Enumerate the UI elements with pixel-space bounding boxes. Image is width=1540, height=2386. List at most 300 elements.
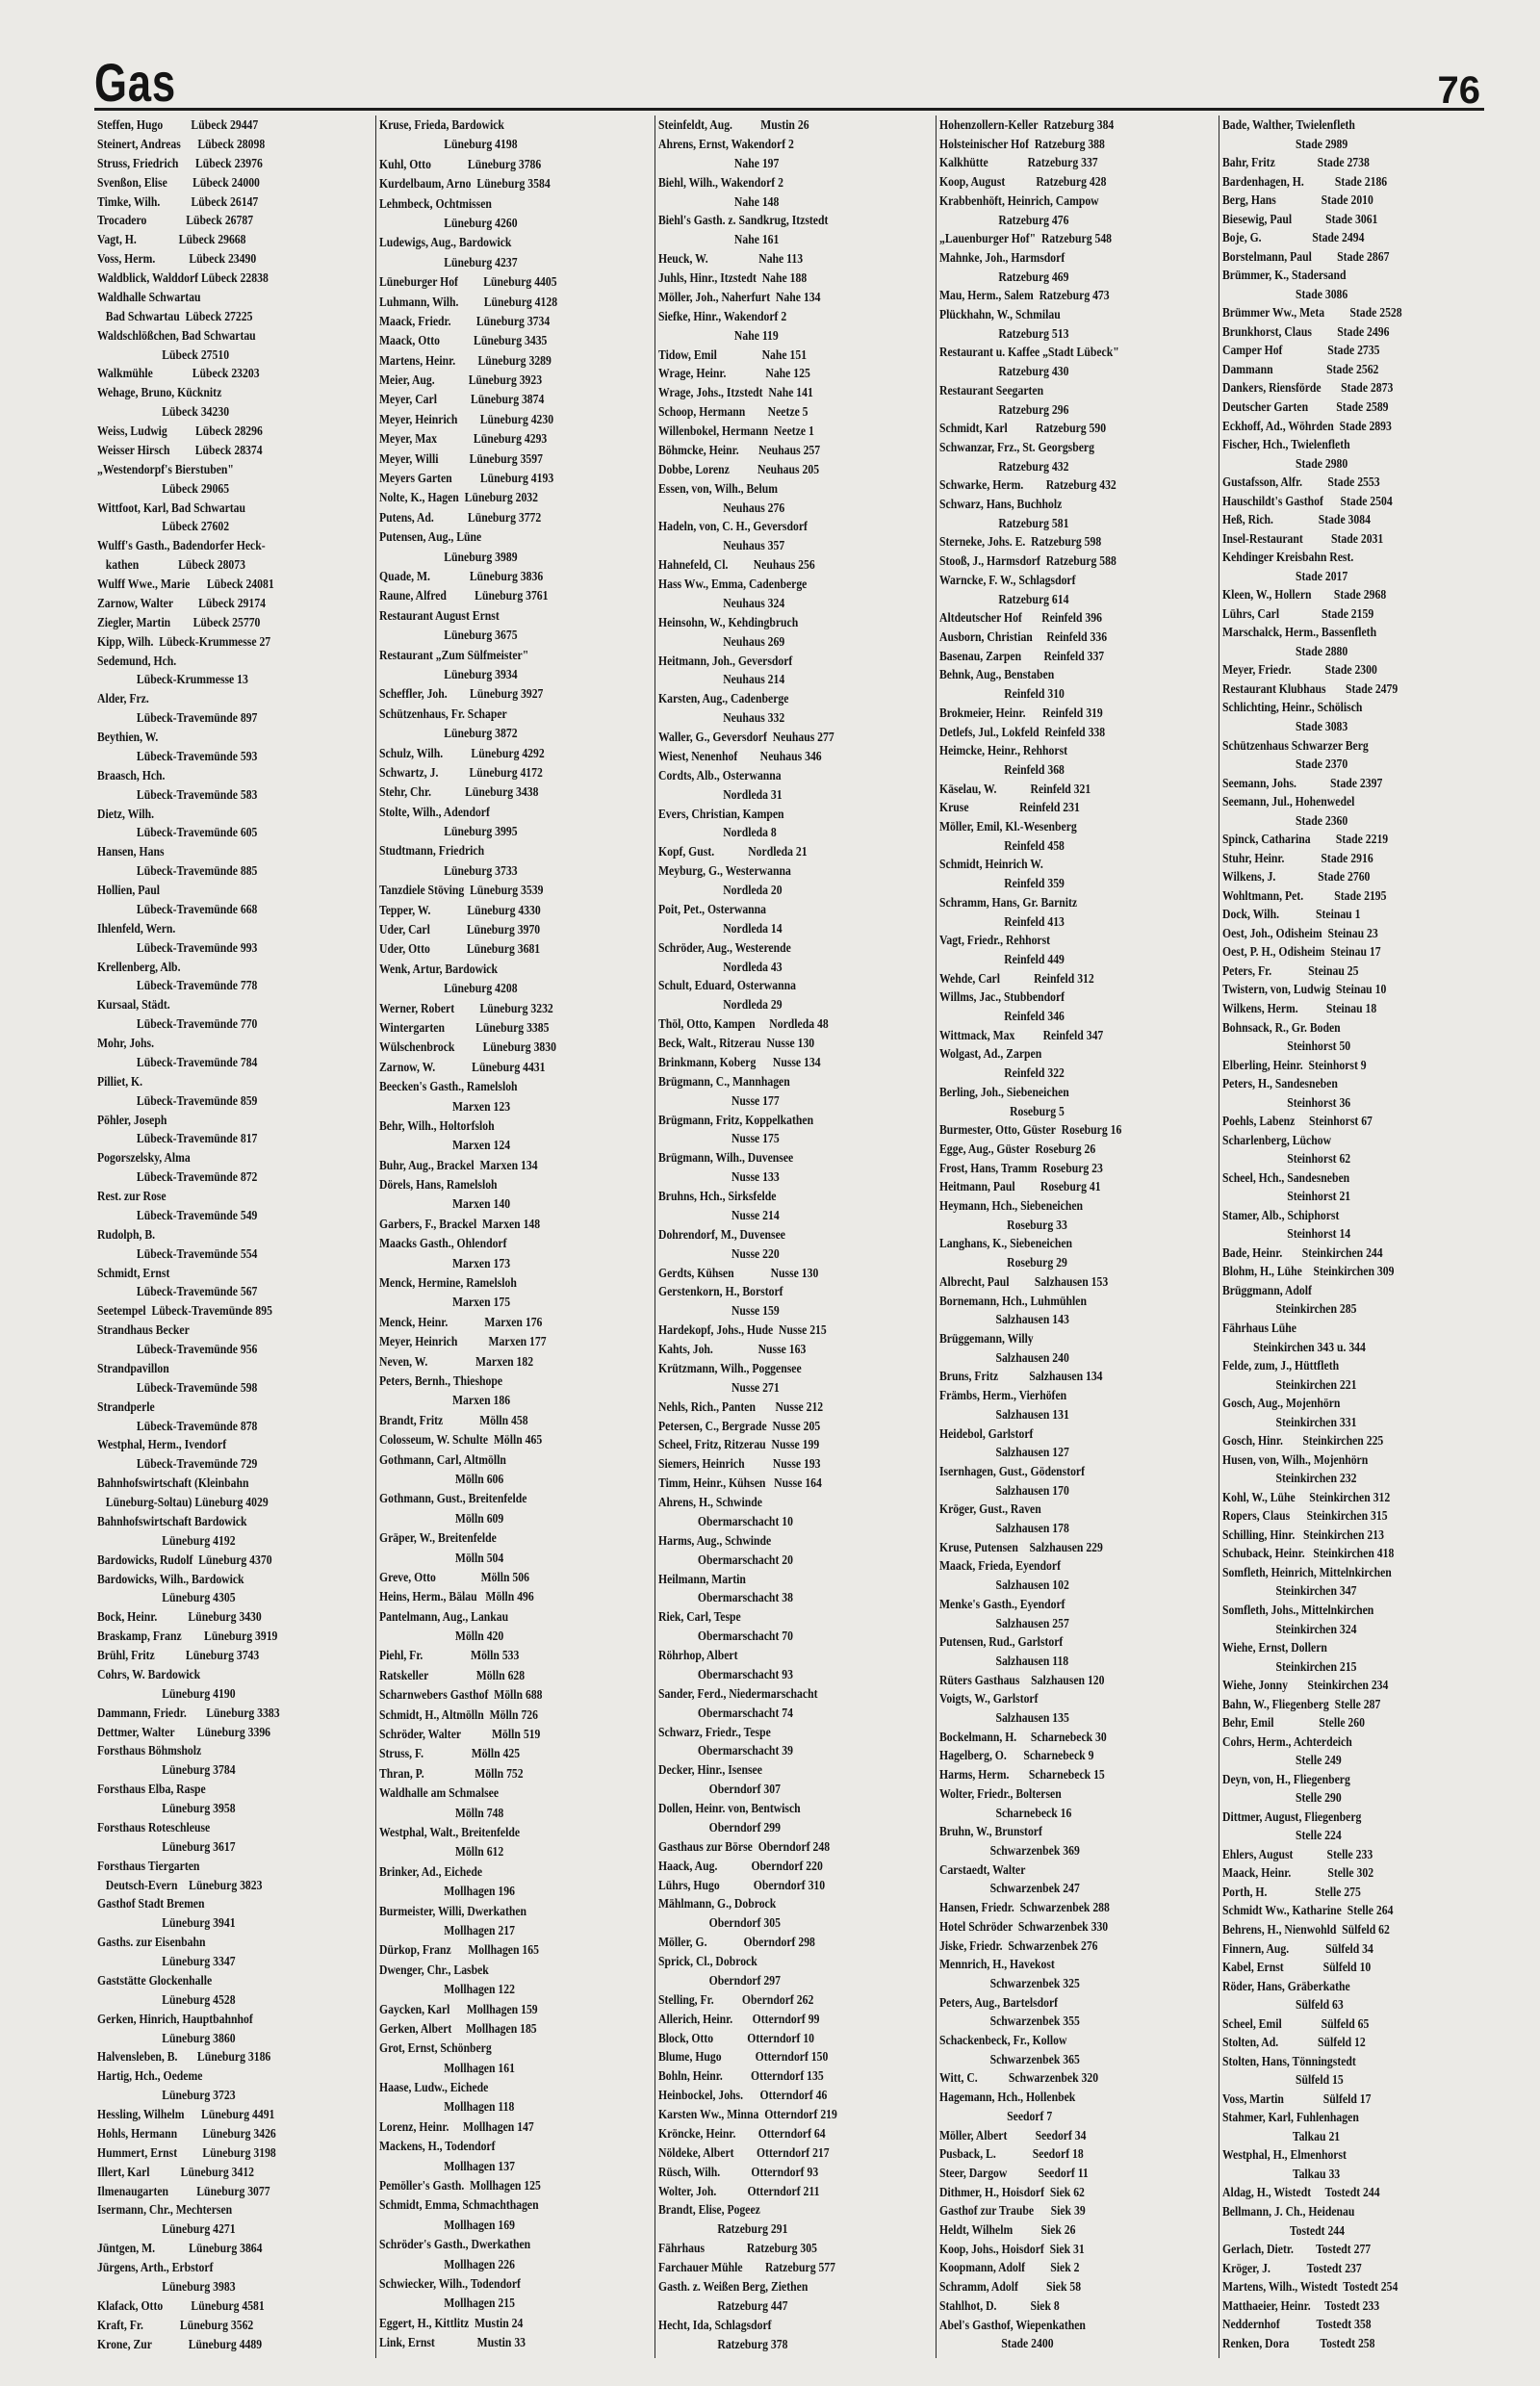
directory-entry: Mahnke, Joh., Harmsdorf bbox=[939, 249, 1065, 265]
directory-entry: Wulff's Gasth., Badendorfer Heck- bbox=[97, 538, 266, 553]
directory-entry: Schwarzenbek 355 bbox=[939, 2014, 1080, 2029]
directory-entry: Somfleth, Heinrich, Mittelnkirchen bbox=[1222, 1564, 1392, 1579]
directory-entry: Lüneburg 3983 bbox=[97, 2278, 236, 2294]
directory-entry: Pogorszelsky, Alma bbox=[97, 1150, 191, 1166]
directory-entry: Lüneburg 3934 bbox=[379, 666, 518, 681]
directory-entry: Nehls, Rich., Panten Nusse 212 bbox=[658, 1398, 824, 1414]
directory-entry: Wittmack, Max Reinfeld 347 bbox=[939, 1027, 1104, 1042]
directory-entry: Weiss, Ludwig Lübeck 28296 bbox=[97, 423, 263, 438]
directory-entry: Koop, Johs., Hoisdorf Siek 31 bbox=[939, 2241, 1085, 2256]
directory-entry: Egge, Aug., Güster Roseburg 26 bbox=[939, 1141, 1096, 1156]
directory-entry: Ratzeburg 432 bbox=[939, 458, 1069, 474]
directory-entry: Berg, Hans Stade 2010 bbox=[1222, 192, 1373, 208]
directory-entry: Waldblick, Walddorf Lübeck 22838 bbox=[97, 270, 269, 285]
directory-entry: Mölln 606 bbox=[379, 1471, 504, 1486]
directory-entry: Quade, M. Lüneburg 3836 bbox=[379, 568, 544, 583]
directory-entry: Dammann, Friedr. Lüneburg 3383 bbox=[97, 1705, 280, 1720]
directory-entry: Nordleda 29 bbox=[658, 997, 783, 1013]
directory-entry: Mölln 748 bbox=[379, 1805, 504, 1820]
directory-entry: Stelle 224 bbox=[1222, 1828, 1342, 1843]
directory-entry: „Westendorpf's Bierstuben" bbox=[97, 461, 234, 476]
directory-entry: Ratzeburg 581 bbox=[939, 515, 1069, 530]
directory-entry: Steffen, Hugo Lübeck 29447 bbox=[97, 117, 259, 132]
directory-entry: Steinkirchen 331 bbox=[1222, 1414, 1357, 1429]
directory-entry: Warncke, F. W., Schlagsdorf bbox=[939, 572, 1076, 587]
directory-entry: Bardowicks, Rudolf Lüneburg 4370 bbox=[97, 1552, 272, 1567]
directory-entry: Reinfeld 458 bbox=[939, 837, 1065, 853]
directory-entry: Heinsohn, W., Kehdingbruch bbox=[658, 614, 799, 629]
directory-entry: Steinkirchen 347 bbox=[1222, 1583, 1357, 1599]
directory-entry: Meyer, Max Lüneburg 4293 bbox=[379, 431, 548, 447]
directory-entry: Alder, Frz. bbox=[97, 691, 149, 706]
directory-entry: Biesewig, Paul Stade 3061 bbox=[1222, 211, 1378, 226]
directory-entry: Wenk, Artur, Bardowick bbox=[379, 961, 498, 976]
directory-entry: Renken, Dora Tostedt 258 bbox=[1222, 2335, 1375, 2350]
directory-entry: Rüters Gasthaus Salzhausen 120 bbox=[939, 1672, 1105, 1687]
directory-entry: Waldhalle Schwartau bbox=[97, 289, 201, 304]
directory-entry: Käselau, W. Reinfeld 321 bbox=[939, 781, 1091, 796]
directory-entry: Mennrich, H., Havekost bbox=[939, 1957, 1055, 1972]
directory-entry: Nordleda 31 bbox=[658, 786, 783, 802]
directory-entry: Hadeln, von, C. H., Geversdorf bbox=[658, 519, 808, 534]
directory-entry: Dietz, Wilh. bbox=[97, 806, 155, 821]
directory-entry: Schröder, Walter Mölln 519 bbox=[379, 1727, 541, 1742]
directory-column-2 bbox=[375, 115, 653, 2358]
directory-entry: Steinhorst 36 bbox=[1222, 1094, 1351, 1110]
directory-entry: Karsten Ww., Minna Otterndorf 219 bbox=[658, 2107, 837, 2121]
directory-entry: Nusse 271 bbox=[658, 1379, 780, 1395]
directory-entry: Mählmann, G., Dobrock bbox=[658, 1896, 777, 1911]
directory-entry: Lüneburg 4271 bbox=[97, 2221, 236, 2237]
directory-entry: Stolten, Ad. Sülfeld 12 bbox=[1222, 2035, 1366, 2050]
directory-entry: Salzhausen 240 bbox=[939, 1349, 1069, 1365]
directory-entry: Roseburg 5 bbox=[939, 1103, 1065, 1118]
directory-entry: Lübeck-Travemünde 897 bbox=[97, 710, 258, 726]
directory-entry: Hartig, Hch., Oedeme bbox=[97, 2068, 203, 2084]
directory-entry: Schoop, Hermann Neetze 5 bbox=[658, 404, 808, 420]
directory-entry: Juhls, Hinr., Itzstedt Nahe 188 bbox=[658, 270, 808, 285]
directory-entry: Mölln 504 bbox=[379, 1550, 504, 1565]
directory-entry: Bade, Walther, Twielenfleth bbox=[1222, 117, 1355, 132]
directory-entry: Ahrens, H., Schwinde bbox=[658, 1495, 762, 1509]
directory-entry: Halvensleben, B. Lüneburg 3186 bbox=[97, 2049, 271, 2065]
directory-entry: Ehlers, August Stelle 233 bbox=[1222, 1846, 1373, 1861]
directory-entry: Altdeutscher Hof Reinfeld 396 bbox=[939, 610, 1102, 626]
directory-entry: Steinkirchen 285 bbox=[1222, 1301, 1357, 1317]
directory-entry: Beck, Walt., Ritzerau Nusse 130 bbox=[658, 1036, 815, 1050]
directory-entry: Gosch, Hinr. Steinkirchen 225 bbox=[1222, 1433, 1384, 1449]
directory-entry: Schwiecker, Wilh., Todendorf bbox=[379, 2275, 521, 2291]
directory-entry: Wohltmann, Pet. Stade 2195 bbox=[1222, 887, 1387, 903]
directory-columns bbox=[94, 115, 1488, 2358]
directory-entry: Dörels, Hans, Ramelsloh bbox=[379, 1177, 498, 1193]
directory-entry: Schützenhaus Schwarzer Berg bbox=[1222, 737, 1369, 753]
directory-entry: Hotel Schröder Schwarzenbek 330 bbox=[939, 1918, 1109, 1934]
directory-entry: Schilling, Hinr. Steinkirchen 213 bbox=[1222, 1527, 1384, 1542]
directory-entry: Vagt, Friedr., Rehhorst bbox=[939, 933, 1051, 948]
directory-entry: Meyer, Willi Lüneburg 3597 bbox=[379, 450, 543, 466]
directory-entry: Mollhagen 196 bbox=[379, 1884, 515, 1899]
directory-entry: Harms, Herm. Scharnebeck 15 bbox=[939, 1767, 1105, 1783]
directory-entry: Lübeck-Travemünde 784 bbox=[97, 1054, 258, 1069]
directory-entry: Stade 2400 bbox=[939, 2336, 1054, 2351]
directory-entry: Marxen 123 bbox=[379, 1098, 511, 1114]
directory-entry: Walkmühle Lübeck 23203 bbox=[97, 366, 260, 381]
directory-entry: Stahmer, Karl, Fuhlenhagen bbox=[1222, 2110, 1359, 2125]
directory-entry: Kurdelbaum, Arno Lüneburg 3584 bbox=[379, 176, 551, 192]
directory-entry: Obermarschacht 70 bbox=[658, 1629, 793, 1644]
directory-entry: Braasch, Hch. bbox=[97, 767, 166, 783]
directory-entry: Lüneburg 3995 bbox=[379, 824, 518, 839]
directory-entry: Brügmann, C., Mannhagen bbox=[658, 1073, 790, 1089]
directory-entry: Bockelmann, H. Scharnebeck 30 bbox=[939, 1729, 1107, 1744]
directory-entry: Neuhaus 324 bbox=[658, 595, 785, 610]
directory-entry: Schwarzenbek 369 bbox=[939, 1842, 1080, 1858]
directory-entry: Sprick, Cl., Dobrock bbox=[658, 1954, 757, 1968]
directory-entry: Svenßon, Elise Lübeck 24000 bbox=[97, 174, 260, 190]
directory-entry: Schmidt, Karl Ratzeburg 590 bbox=[939, 421, 1107, 436]
directory-entry: Neuhaus 214 bbox=[658, 672, 785, 687]
directory-entry: Siemers, Heinrich Nusse 193 bbox=[658, 1456, 821, 1472]
directory-entry: Nusse 214 bbox=[658, 1207, 780, 1222]
directory-entry: Kröncke, Heinr. Otterndorf 64 bbox=[658, 2125, 826, 2141]
directory-entry: Bruns, Fritz Salzhausen 134 bbox=[939, 1369, 1103, 1384]
directory-entry: Hecht, Ida, Schlagsdorf bbox=[658, 2317, 772, 2332]
directory-entry: Steinkirchen 232 bbox=[1222, 1471, 1357, 1486]
directory-entry: Nahe 161 bbox=[658, 232, 780, 247]
directory-entry: Kruse, Frieda, Bardowick bbox=[379, 117, 504, 132]
directory-entry: Mölln 612 bbox=[379, 1844, 504, 1860]
directory-entry: Schuback, Heinr. Steinkirchen 418 bbox=[1222, 1546, 1395, 1561]
directory-column-5 bbox=[1219, 115, 1490, 2358]
directory-entry: Forsthaus Roteschleuse bbox=[97, 1819, 211, 1834]
directory-entry: Luhmann, Wilh. Lüneburg 4128 bbox=[379, 294, 558, 309]
directory-entry: Gerlach, Dietr. Tostedt 277 bbox=[1222, 2242, 1372, 2257]
directory-entry: Menck, Heinr. Marxen 176 bbox=[379, 1314, 543, 1329]
directory-entry: Gasthof zur Traube Siek 39 bbox=[939, 2203, 1086, 2219]
directory-entry: Jürgens, Arth., Erbstorf bbox=[97, 2260, 214, 2274]
directory-entry: Maack, Otto Lüneburg 3435 bbox=[379, 333, 548, 348]
directory-entry: Frost, Hans, Tramm Roseburg 23 bbox=[939, 1160, 1103, 1175]
directory-entry: Steinhorst 50 bbox=[1222, 1039, 1351, 1054]
directory-entry: Wehde, Carl Reinfeld 312 bbox=[939, 970, 1094, 986]
directory-entry: Lüneburg 3989 bbox=[379, 549, 518, 564]
directory-entry: Jiske, Friedr. Schwarzenbek 276 bbox=[939, 1937, 1098, 1953]
directory-entry: Putensen, Rud., Garlstorf bbox=[939, 1634, 1064, 1650]
directory-entry: Steinhorst 62 bbox=[1222, 1151, 1351, 1167]
directory-entry: Marschalck, Herm., Bassenfleth bbox=[1222, 625, 1377, 640]
directory-entry: Dobbe, Lorenz Neuhaus 205 bbox=[658, 461, 820, 476]
directory-entry: Tanzdiele Stöving Lüneburg 3539 bbox=[379, 883, 544, 898]
directory-entry: Talkau 33 bbox=[1222, 2166, 1341, 2181]
directory-entry: Martens, Wilh., Wistedt Tostedt 254 bbox=[1222, 2279, 1399, 2295]
directory-entry: Block, Otto Otterndorf 10 bbox=[658, 2030, 815, 2045]
directory-entry: Lübeck-Travemünde 554 bbox=[97, 1245, 258, 1261]
directory-entry: Röhrhop, Albert bbox=[658, 1648, 738, 1662]
directory-entry: Schackenbeck, Fr., Kollow bbox=[939, 2033, 1067, 2048]
directory-entry: Pöhler, Joseph bbox=[97, 1112, 167, 1127]
directory-entry: Hohenzollern-Keller Ratzeburg 384 bbox=[939, 117, 1115, 132]
directory-entry: Ropers, Claus Steinkirchen 315 bbox=[1222, 1508, 1388, 1524]
directory-entry: Voigts, W., Garlstorf bbox=[939, 1691, 1039, 1706]
directory-entry: Ratzeburg 447 bbox=[658, 2297, 788, 2313]
directory-entry: Ratzeburg 513 bbox=[939, 325, 1069, 341]
directory-entry: Gerstenkorn, H., Borstorf bbox=[658, 1284, 783, 1299]
directory-entry: Dammann Stade 2562 bbox=[1222, 361, 1379, 376]
directory-entry: Heitmann, Joh., Geversdorf bbox=[658, 653, 793, 668]
directory-entry: Rudolph, B. bbox=[97, 1226, 156, 1242]
directory-entry: Nusse 177 bbox=[658, 1092, 780, 1108]
directory-entry: Stade 2360 bbox=[1222, 812, 1348, 828]
directory-entry: Nahe 119 bbox=[658, 327, 779, 343]
directory-entry: Pusback, L. Seedorf 18 bbox=[939, 2146, 1084, 2162]
directory-entry: Peters, H., Sandesneben bbox=[1222, 1076, 1338, 1091]
directory-entry: Holsteinischer Hof Ratzeburg 388 bbox=[939, 136, 1105, 151]
directory-entry: Reinfeld 310 bbox=[939, 686, 1065, 702]
directory-entry: Steinert, Andreas Lübeck 28098 bbox=[97, 136, 266, 151]
directory-entry: Marxen 124 bbox=[379, 1138, 511, 1153]
directory-entry: Wiest, Nenenhof Neuhaus 346 bbox=[658, 748, 822, 763]
directory-entry: Link, Ernst Mustin 33 bbox=[379, 2335, 526, 2350]
directory-entry: Krützmann, Wilh., Poggensee bbox=[658, 1360, 802, 1375]
directory-entry: Stade 2017 bbox=[1222, 568, 1348, 583]
directory-entry: Obermarschacht 20 bbox=[658, 1552, 793, 1567]
directory-entry: Behrens, H., Nienwohld Sülfeld 62 bbox=[1222, 1922, 1390, 1937]
directory-entry: Schmidt, Ernst bbox=[97, 1265, 170, 1280]
directory-entry: Bellmann, J. Ch., Heidenau bbox=[1222, 2203, 1355, 2219]
directory-entry: Hass Ww., Emma, Cadenberge bbox=[658, 577, 808, 591]
directory-entry: Nusse 175 bbox=[658, 1131, 780, 1146]
directory-entry: Marxen 175 bbox=[379, 1295, 511, 1310]
directory-entry: Cordts, Alb., Osterwanna bbox=[658, 767, 782, 783]
directory-entry: Farchauer Mühle Ratzeburg 577 bbox=[658, 2260, 836, 2274]
directory-entry: Somfleth, Johs., Mittelnkirchen bbox=[1222, 1602, 1374, 1617]
directory-entry: Heitmann, Paul Roseburg 41 bbox=[939, 1179, 1101, 1194]
directory-entry: Ilmenaugarten Lüneburg 3077 bbox=[97, 2183, 270, 2198]
directory-entry: Marxen 140 bbox=[379, 1196, 511, 1212]
directory-entry: Beecken's Gasth., Ramelsloh bbox=[379, 1079, 518, 1094]
directory-entry: Bock, Heinr. Lüneburg 3430 bbox=[97, 1609, 262, 1625]
directory-entry: Gustafsson, Alfr. Stade 2553 bbox=[1222, 475, 1380, 490]
directory-entry: Behr, Wilh., Holtorfsloh bbox=[379, 1117, 495, 1133]
directory-entry: Wrage, Johs., Itzstedt Nahe 141 bbox=[658, 385, 813, 400]
directory-entry: Klafack, Otto Lüneburg 4581 bbox=[97, 2297, 265, 2313]
directory-entry: Hagemann, Hch., Hollenbek bbox=[939, 2090, 1076, 2105]
directory-entry: Möller, Joh., Naherfurt Nahe 134 bbox=[658, 289, 821, 304]
directory-entry: Mölln 609 bbox=[379, 1510, 504, 1526]
directory-entry: Willms, Jac., Stubbendorf bbox=[939, 989, 1065, 1005]
directory-entry: Krellenberg, Alb. bbox=[97, 959, 181, 974]
directory-column-4 bbox=[936, 115, 1217, 2358]
directory-entry: Struss, F. Mölln 425 bbox=[379, 1746, 521, 1761]
directory-entry: Basenau, Zarpen Reinfeld 337 bbox=[939, 648, 1105, 663]
directory-entry: Ihlenfeld, Wern. bbox=[97, 920, 176, 936]
directory-entry: Kraft, Fr. Lüneburg 3562 bbox=[97, 2317, 254, 2332]
directory-entry: Marxen 173 bbox=[379, 1255, 511, 1270]
directory-entry: Schwarz, Hans, Buchholz bbox=[939, 497, 1063, 512]
directory-entry: Stelle 290 bbox=[1222, 1790, 1342, 1806]
directory-entry: Felde, zum, J., Hüttfleth bbox=[1222, 1358, 1340, 1373]
directory-entry: Heins, Herm., Bälau Mölln 496 bbox=[379, 1589, 534, 1604]
directory-entry: Steinkirchen 324 bbox=[1222, 1621, 1357, 1636]
directory-entry: Lüneburg 3617 bbox=[97, 1838, 236, 1854]
directory-entry: Bahnhofswirtschaft Bardowick bbox=[97, 1513, 247, 1528]
directory-entry: Hansen, Hans bbox=[97, 844, 165, 859]
directory-entry: Scheffler, Joh. Lüneburg 3927 bbox=[379, 686, 544, 702]
directory-entry: Bohnsack, R., Gr. Boden bbox=[1222, 1019, 1341, 1035]
directory-entry: Ludewigs, Aug., Bardowick bbox=[379, 235, 512, 250]
directory-entry: Brügmann, Fritz, Koppelkathen bbox=[658, 1112, 814, 1127]
directory-entry: Scheel, Emil Sülfeld 65 bbox=[1222, 2015, 1370, 2031]
directory-entry: Behnk, Aug., Benstaben bbox=[939, 667, 1055, 682]
directory-entry: Kalkhütte Ratzeburg 337 bbox=[939, 155, 1098, 170]
directory-entry: Gerken, Albert Mollhagen 185 bbox=[379, 2020, 537, 2036]
directory-entry: Mohr, Johs. bbox=[97, 1036, 155, 1050]
directory-entry: Lübeck-Travemünde 770 bbox=[97, 1016, 258, 1032]
directory-entry: Lübeck-Travemünde 993 bbox=[97, 939, 258, 955]
directory-entry: Lüneburg 3958 bbox=[97, 1801, 236, 1815]
directory-entry: Mollhagen 137 bbox=[379, 2158, 515, 2173]
directory-entry: Colosseum, W. Schulte Mölln 465 bbox=[379, 1432, 543, 1448]
directory-entry: Willenbokel, Hermann Neetze 1 bbox=[658, 423, 814, 438]
directory-entry: Pemöller's Gasth. Mollhagen 125 bbox=[379, 2178, 541, 2194]
directory-entry: Lübeck-Travemünde 872 bbox=[97, 1169, 258, 1185]
directory-entry: Reinfeld 322 bbox=[939, 1065, 1065, 1081]
directory-entry: Neuhaus 269 bbox=[658, 633, 785, 649]
directory-entry: Kabel, Ernst Sülfeld 10 bbox=[1222, 1960, 1372, 1975]
directory-entry: Burmeister, Willi, Dwerkathen bbox=[379, 1903, 527, 1918]
directory-entry: Dollen, Heinr. von, Bentwisch bbox=[658, 1801, 801, 1815]
page-header bbox=[94, 42, 1480, 113]
directory-entry: Lührs, Carl Stade 2159 bbox=[1222, 605, 1374, 621]
directory-entry: Nahe 197 bbox=[658, 155, 780, 170]
directory-entry: Gasth. z. Weißen Berg, Ziethen bbox=[658, 2278, 808, 2294]
directory-entry: Lübeck-Travemünde 598 bbox=[97, 1379, 258, 1395]
directory-entry: Lübeck-Travemünde 859 bbox=[97, 1092, 258, 1108]
directory-entry: Marxen 186 bbox=[379, 1393, 511, 1408]
directory-entry: Mollhagen 122 bbox=[379, 1982, 515, 1997]
directory-entry: Lüneburg 3347 bbox=[97, 1954, 236, 1968]
directory-entry: Mollhagen 169 bbox=[379, 2217, 515, 2232]
directory-entry: Plückhahn, W., Schmilau bbox=[939, 307, 1061, 322]
directory-entry: Lübeck-Travemünde 878 bbox=[97, 1418, 258, 1433]
directory-entry: Dock, Wilh. Steinau 1 bbox=[1222, 907, 1361, 922]
directory-entry: Illert, Karl Lüneburg 3412 bbox=[97, 2164, 255, 2179]
directory-entry: Hauschildt's Gasthof Stade 2504 bbox=[1222, 493, 1393, 508]
directory-entry: Steinfeldt, Aug. Mustin 26 bbox=[658, 117, 809, 132]
directory-entry: Sülfeld 63 bbox=[1222, 1997, 1344, 2013]
directory-entry: Stamer, Alb., Schiphorst bbox=[1222, 1207, 1340, 1222]
directory-entry: Essen, von, Wilh., Belum bbox=[658, 480, 778, 496]
directory-entry: Steinhorst 14 bbox=[1222, 1226, 1351, 1242]
directory-entry: Kröger, J. Tostedt 237 bbox=[1222, 2260, 1362, 2275]
directory-entry: Spinck, Catharina Stade 2219 bbox=[1222, 832, 1389, 847]
directory-entry: Deutsch-Evern Lüneburg 3823 bbox=[97, 1877, 263, 1892]
directory-entry: Wehage, Bruno, Kücknitz bbox=[97, 385, 222, 400]
directory-entry: Lübeck-Travemünde 956 bbox=[97, 1342, 258, 1356]
directory-entry: Reinfeld 449 bbox=[939, 951, 1065, 966]
directory-entry: Koop, August Ratzeburg 428 bbox=[939, 174, 1107, 190]
directory-entry: Studtmann, Friedrich bbox=[379, 843, 485, 859]
directory-entry: Roseburg 33 bbox=[939, 1217, 1067, 1232]
directory-entry: Hollien, Paul bbox=[97, 883, 160, 897]
directory-entry: Thöl, Otto, Kampen Nordleda 48 bbox=[658, 1016, 829, 1032]
directory-entry: Lüneburg 3941 bbox=[97, 1915, 236, 1931]
directory-entry: Wittfoot, Karl, Bad Schwartau bbox=[97, 500, 246, 515]
directory-entry: Greve, Otto Mölln 506 bbox=[379, 1569, 529, 1584]
directory-entry: Forsthaus Tiergarten bbox=[97, 1858, 200, 1873]
directory-entry: Scharnwebers Gasthof Mölln 688 bbox=[379, 1687, 543, 1703]
directory-entry: Waldschlößchen, Bad Schwartau bbox=[97, 327, 256, 343]
directory-entry: Obermarschacht 39 bbox=[658, 1743, 793, 1758]
directory-entry: Salzhausen 127 bbox=[939, 1445, 1069, 1460]
directory-entry: Mau, Herm., Salem Ratzeburg 473 bbox=[939, 288, 1110, 303]
directory-entry: Piehl, Fr. Mölln 533 bbox=[379, 1648, 520, 1663]
directory-entry: Nolte, K., Hagen Lüneburg 2032 bbox=[379, 490, 538, 505]
directory-entry: Kröger, Gust., Raven bbox=[939, 1501, 1041, 1517]
directory-entry: Gerken, Hinrich, Hauptbahnhof bbox=[97, 2011, 253, 2026]
directory-entry: Mackens, H., Todendorf bbox=[379, 2139, 496, 2154]
directory-entry: Bade, Heinr. Steinkirchen 244 bbox=[1222, 1244, 1383, 1260]
directory-entry: Hummert, Ernst Lüneburg 3198 bbox=[97, 2144, 276, 2160]
directory-entry: Poit, Pet., Osterwanna bbox=[658, 901, 767, 916]
directory-entry: Schmidt, Emma, Schmachthagen bbox=[379, 2197, 539, 2213]
directory-entry: Hagelberg, O. Scharnebeck 9 bbox=[939, 1748, 1094, 1763]
directory-entry: Dürkop, Franz Mollhagen 165 bbox=[379, 1942, 539, 1958]
directory-entry: Gräper, W., Breitenfelde bbox=[379, 1530, 497, 1546]
directory-entry: Böhmcke, Heinr. Neuhaus 257 bbox=[658, 442, 821, 457]
directory-entry: Reinfeld 359 bbox=[939, 876, 1065, 891]
directory-entry: Mollhagen 161 bbox=[379, 2060, 515, 2075]
directory-entry: Scharlenberg, Lüchow bbox=[1222, 1132, 1332, 1147]
directory-entry: Obermarschacht 10 bbox=[658, 1513, 793, 1528]
directory-entry: Porth, H. Stelle 275 bbox=[1222, 1884, 1361, 1899]
directory-entry: Lüneburg 3723 bbox=[97, 2088, 236, 2103]
directory-entry: Finnern, Aug. Sülfeld 34 bbox=[1222, 1940, 1373, 1956]
directory-entry: Neddernhof Tostedt 358 bbox=[1222, 2317, 1372, 2332]
directory-entry: Schmidt Ww., Katharine Stelle 264 bbox=[1222, 1903, 1394, 1918]
directory-entry: Oberndorf 307 bbox=[658, 1782, 781, 1797]
directory-entry: Steinhorst 21 bbox=[1222, 1189, 1351, 1204]
directory-entry: Sülfeld 15 bbox=[1222, 2072, 1344, 2088]
directory-entry: Restaurant Seegarten bbox=[939, 382, 1044, 398]
directory-entry: Salzhausen 257 bbox=[939, 1615, 1069, 1630]
section-title: Gas bbox=[94, 52, 176, 113]
directory-entry: Witt, C. Schwarzenbek 320 bbox=[939, 2070, 1099, 2086]
directory-entry: Voss, Martin Sülfeld 17 bbox=[1222, 2091, 1372, 2106]
directory-entry: Twistern, von, Ludwig Steinau 10 bbox=[1222, 982, 1387, 997]
directory-entry: Stooß, J., Harmsdorf Ratzeburg 588 bbox=[939, 553, 1116, 569]
directory-entry: Kursaal, Städt. bbox=[97, 997, 170, 1013]
directory-entry: Menke's Gasth., Eyendorf bbox=[939, 1596, 1065, 1611]
directory-entry: Bahn, W., Fliegenberg Stelle 287 bbox=[1222, 1696, 1381, 1711]
directory-entry: Voss, Herm. Lübeck 23490 bbox=[97, 251, 257, 267]
directory-entry: Biehl, Wilh., Wakendorf 2 bbox=[658, 174, 783, 190]
directory-entry: Mollhagen 217 bbox=[379, 1922, 515, 1937]
directory-entry: Lehmbeck, Ochtmissen bbox=[379, 195, 492, 211]
directory-entry: Garbers, F., Brackel Marxen 148 bbox=[379, 1216, 541, 1231]
directory-entry: Bahnhofswirtschaft (Kleinbahn bbox=[97, 1475, 249, 1491]
directory-entry: Brunkhorst, Claus Stade 2496 bbox=[1222, 323, 1390, 339]
directory-entry: Stelle 249 bbox=[1222, 1753, 1342, 1768]
directory-entry: Mollhagen 226 bbox=[379, 2256, 515, 2271]
directory-entry: Koopmann, Adolf Siek 2 bbox=[939, 2260, 1080, 2275]
directory-entry: Lübeck-Krummesse 13 bbox=[97, 672, 248, 687]
directory-entry: Lüneburg 3733 bbox=[379, 862, 518, 878]
directory-entry: Wiehe, Ernst, Dollern bbox=[1222, 1640, 1327, 1655]
directory-entry: Riek, Carl, Tespe bbox=[658, 1609, 741, 1625]
directory-entry: Ratzeburg 614 bbox=[939, 591, 1069, 606]
